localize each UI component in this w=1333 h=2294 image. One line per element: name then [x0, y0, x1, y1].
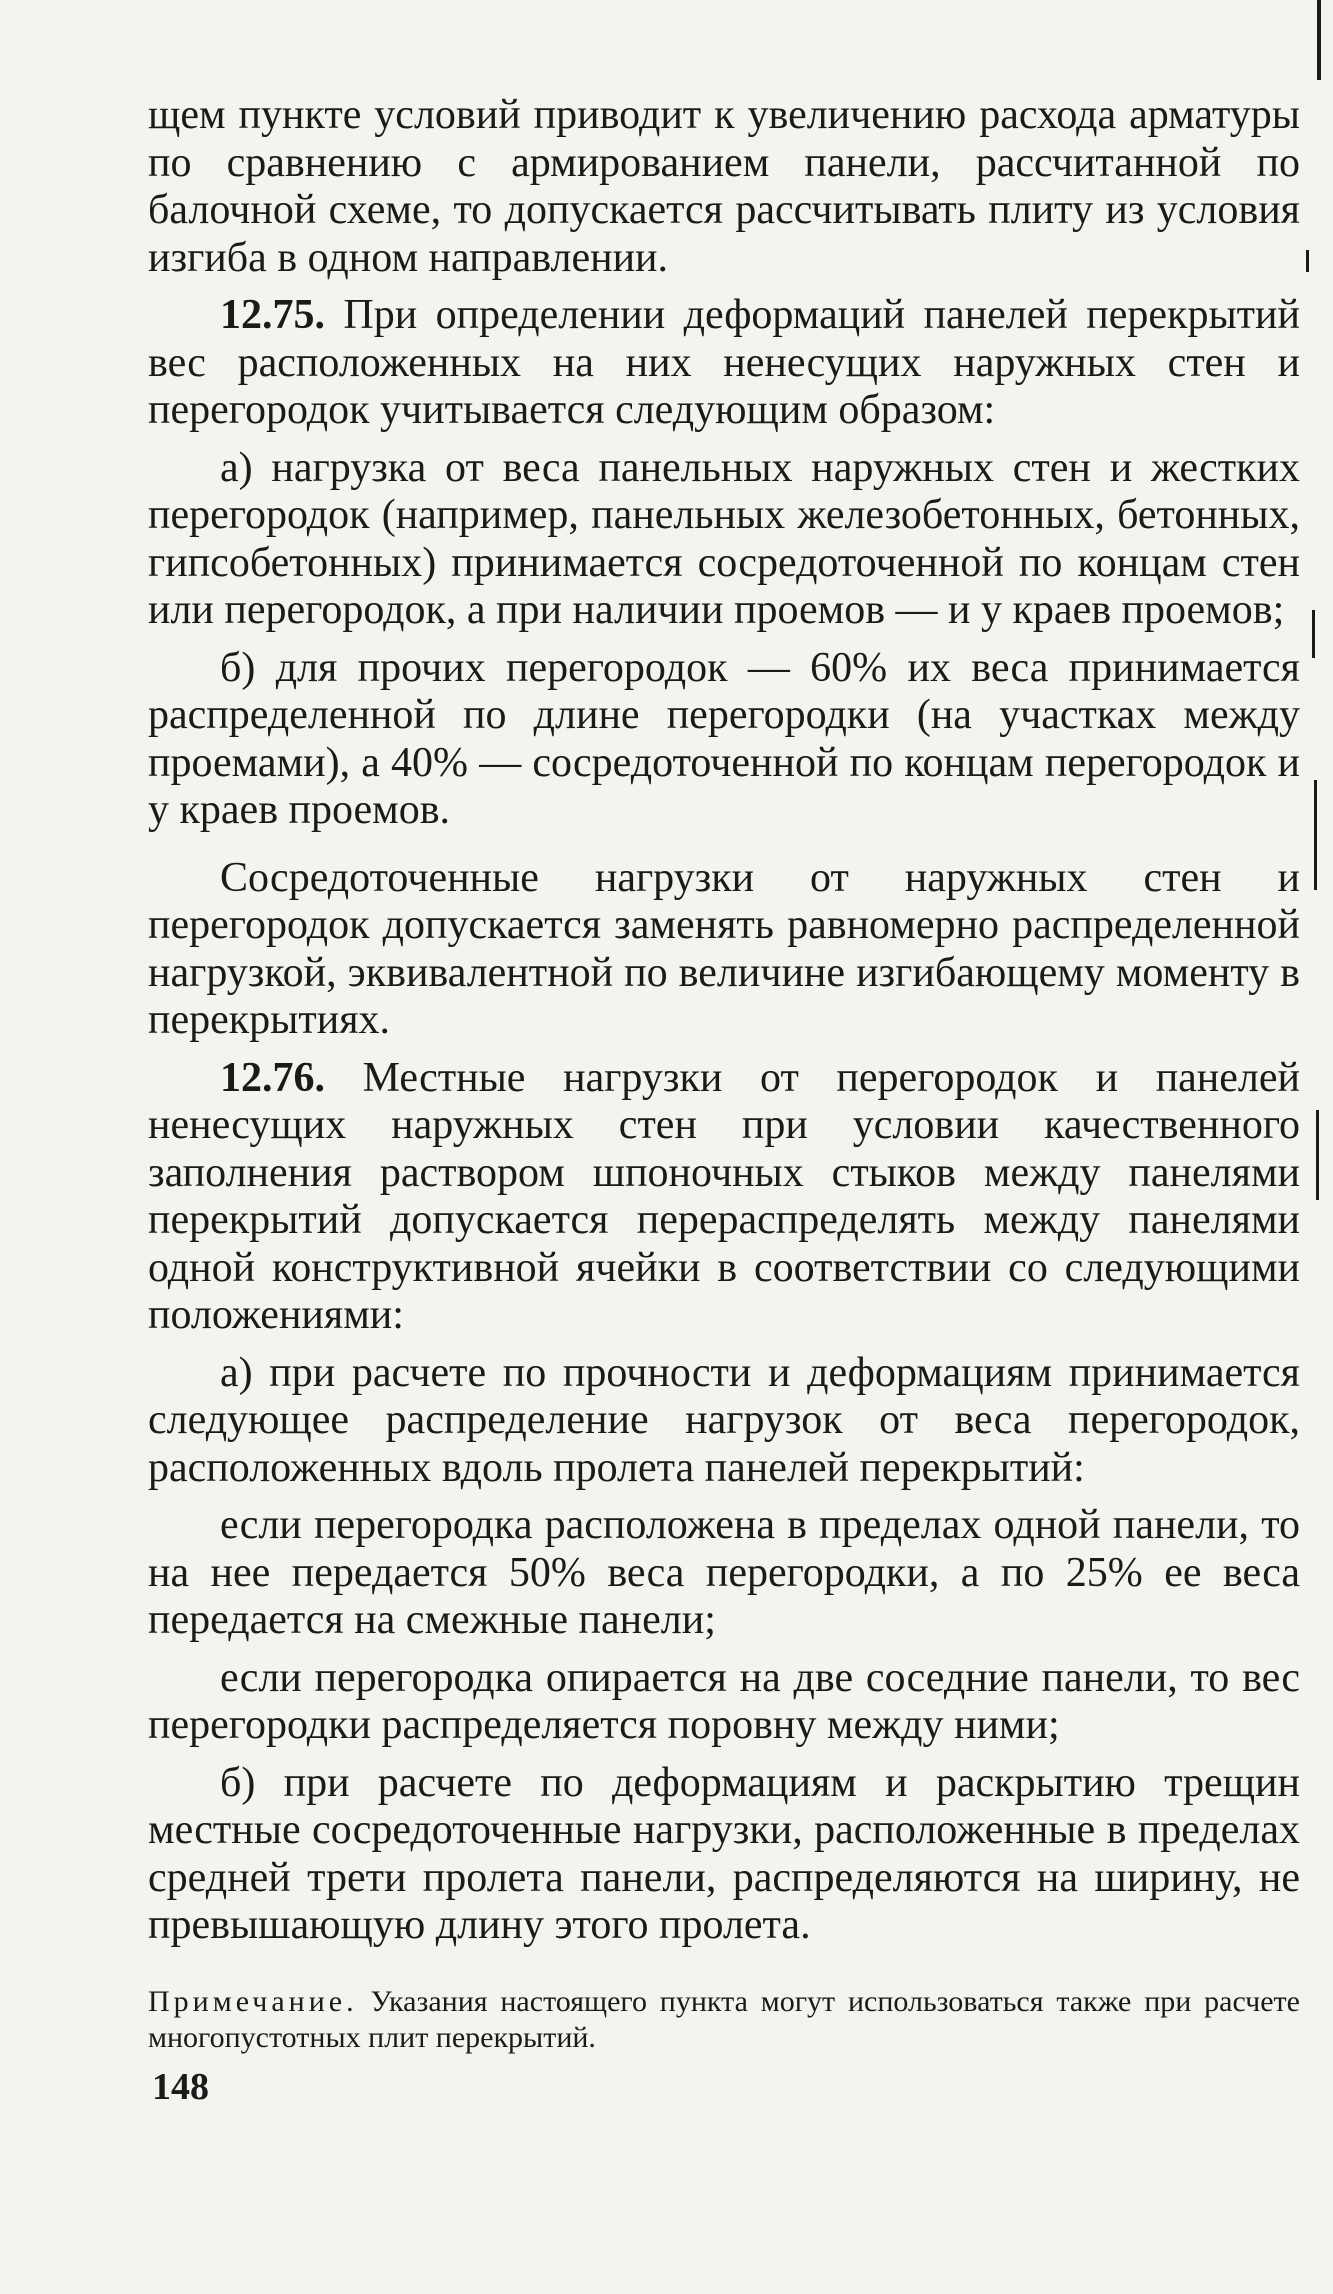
clause-number-12-76: 12.76. — [220, 1054, 325, 1101]
margin-mark-lower — [1314, 780, 1317, 890]
sub-item-one-panel: если перегородка расположена в пределах одной панели, то на нее передается 50% веса перегородки, а по 25% ее веса передается на смежные панели; — [148, 1502, 1300, 1643]
clause-text-12-76: Местные нагрузки от перегородок и панелей ненесущих наружных стен при условии качественного заполнения раствором шпоночных стыков между панелями перекрытий допускается перераспределять между панелями одной конструктивной ячейки в соответствии со следующими положениями: — [148, 1054, 1301, 1338]
clause-number-12-75: 12.75. — [220, 292, 325, 338]
paragraph-12-75 — [148, 292, 1300, 435]
list-item-a-12-76: а) при расчете по прочности и деформациям принимается следующее распределение нагрузок от веса перегородок, расположенных вдоль пролета панелей перекрытий: — [148, 1349, 1300, 1491]
margin-mark-mid — [1312, 610, 1315, 658]
page-number: 148 — [152, 2066, 209, 2108]
clause-text-12-75: При определении деформаций панелей перекрытий вес расположенных на них ненесущих наружных стен и перегородок учитывается следующим образом: — [148, 292, 1300, 433]
margin-mark-top — [1317, 0, 1321, 80]
sub-item-two-panels: если перегородка опирается на две соседние панели, то вес перегородки распределяется поровну между ними; — [148, 1654, 1300, 1748]
list-item-b-12-76: б) при расчете по деформациям и раскрытию трещин местные сосредоточенные нагрузки, расположенные в пределах средней трети пролета панели, распределяются на ширину, не превышающую длину этого пролета. — [148, 1759, 1300, 1948]
margin-mark-bottom — [1316, 1110, 1319, 1200]
paragraph-concentrated-loads: Сосредоточенные нагрузки от наружных стен и перегородок допускается заменять равномерно распределенной нагрузкой, эквивалентной по величине изгибающему моменту в перекрытиях. — [148, 854, 1300, 1043]
list-item-a-12-75: а) нагрузка от веса панельных наружных стен и жестких перегородок (например, панельных железобетонных, бетонных, гипсобетонных) принимается сосредоточенной по концам стен или перегородок, а при наличии проемов — и у краев проемов; — [148, 444, 1300, 633]
note-label: Примечание. — [148, 1984, 358, 2018]
list-item-b-12-75: б) для прочих перегородок — 60% их веса принимается распределенной по длине перегородки (на участках между проемами), а 40% — сосредоточенной по концам перегородок и у краев проемов. — [148, 644, 1300, 833]
note-text: Указания настоящего пункта могут использоваться также при расчете многопустотных плит перекрытий. — [148, 1984, 1300, 2054]
margin-mark-bracket — [1306, 250, 1309, 272]
paragraph-12-76 — [148, 1055, 1300, 1340]
page-body — [148, 92, 1300, 2056]
note — [148, 1984, 1300, 2056]
paragraph-continuation: щем пункте условий приводит к увеличению расхода арматуры по сравнению с армированием панели, рассчитанной по балочной схеме, то допускается рассчитывать плиту из условия изгиба в одном направлении. — [148, 92, 1300, 281]
